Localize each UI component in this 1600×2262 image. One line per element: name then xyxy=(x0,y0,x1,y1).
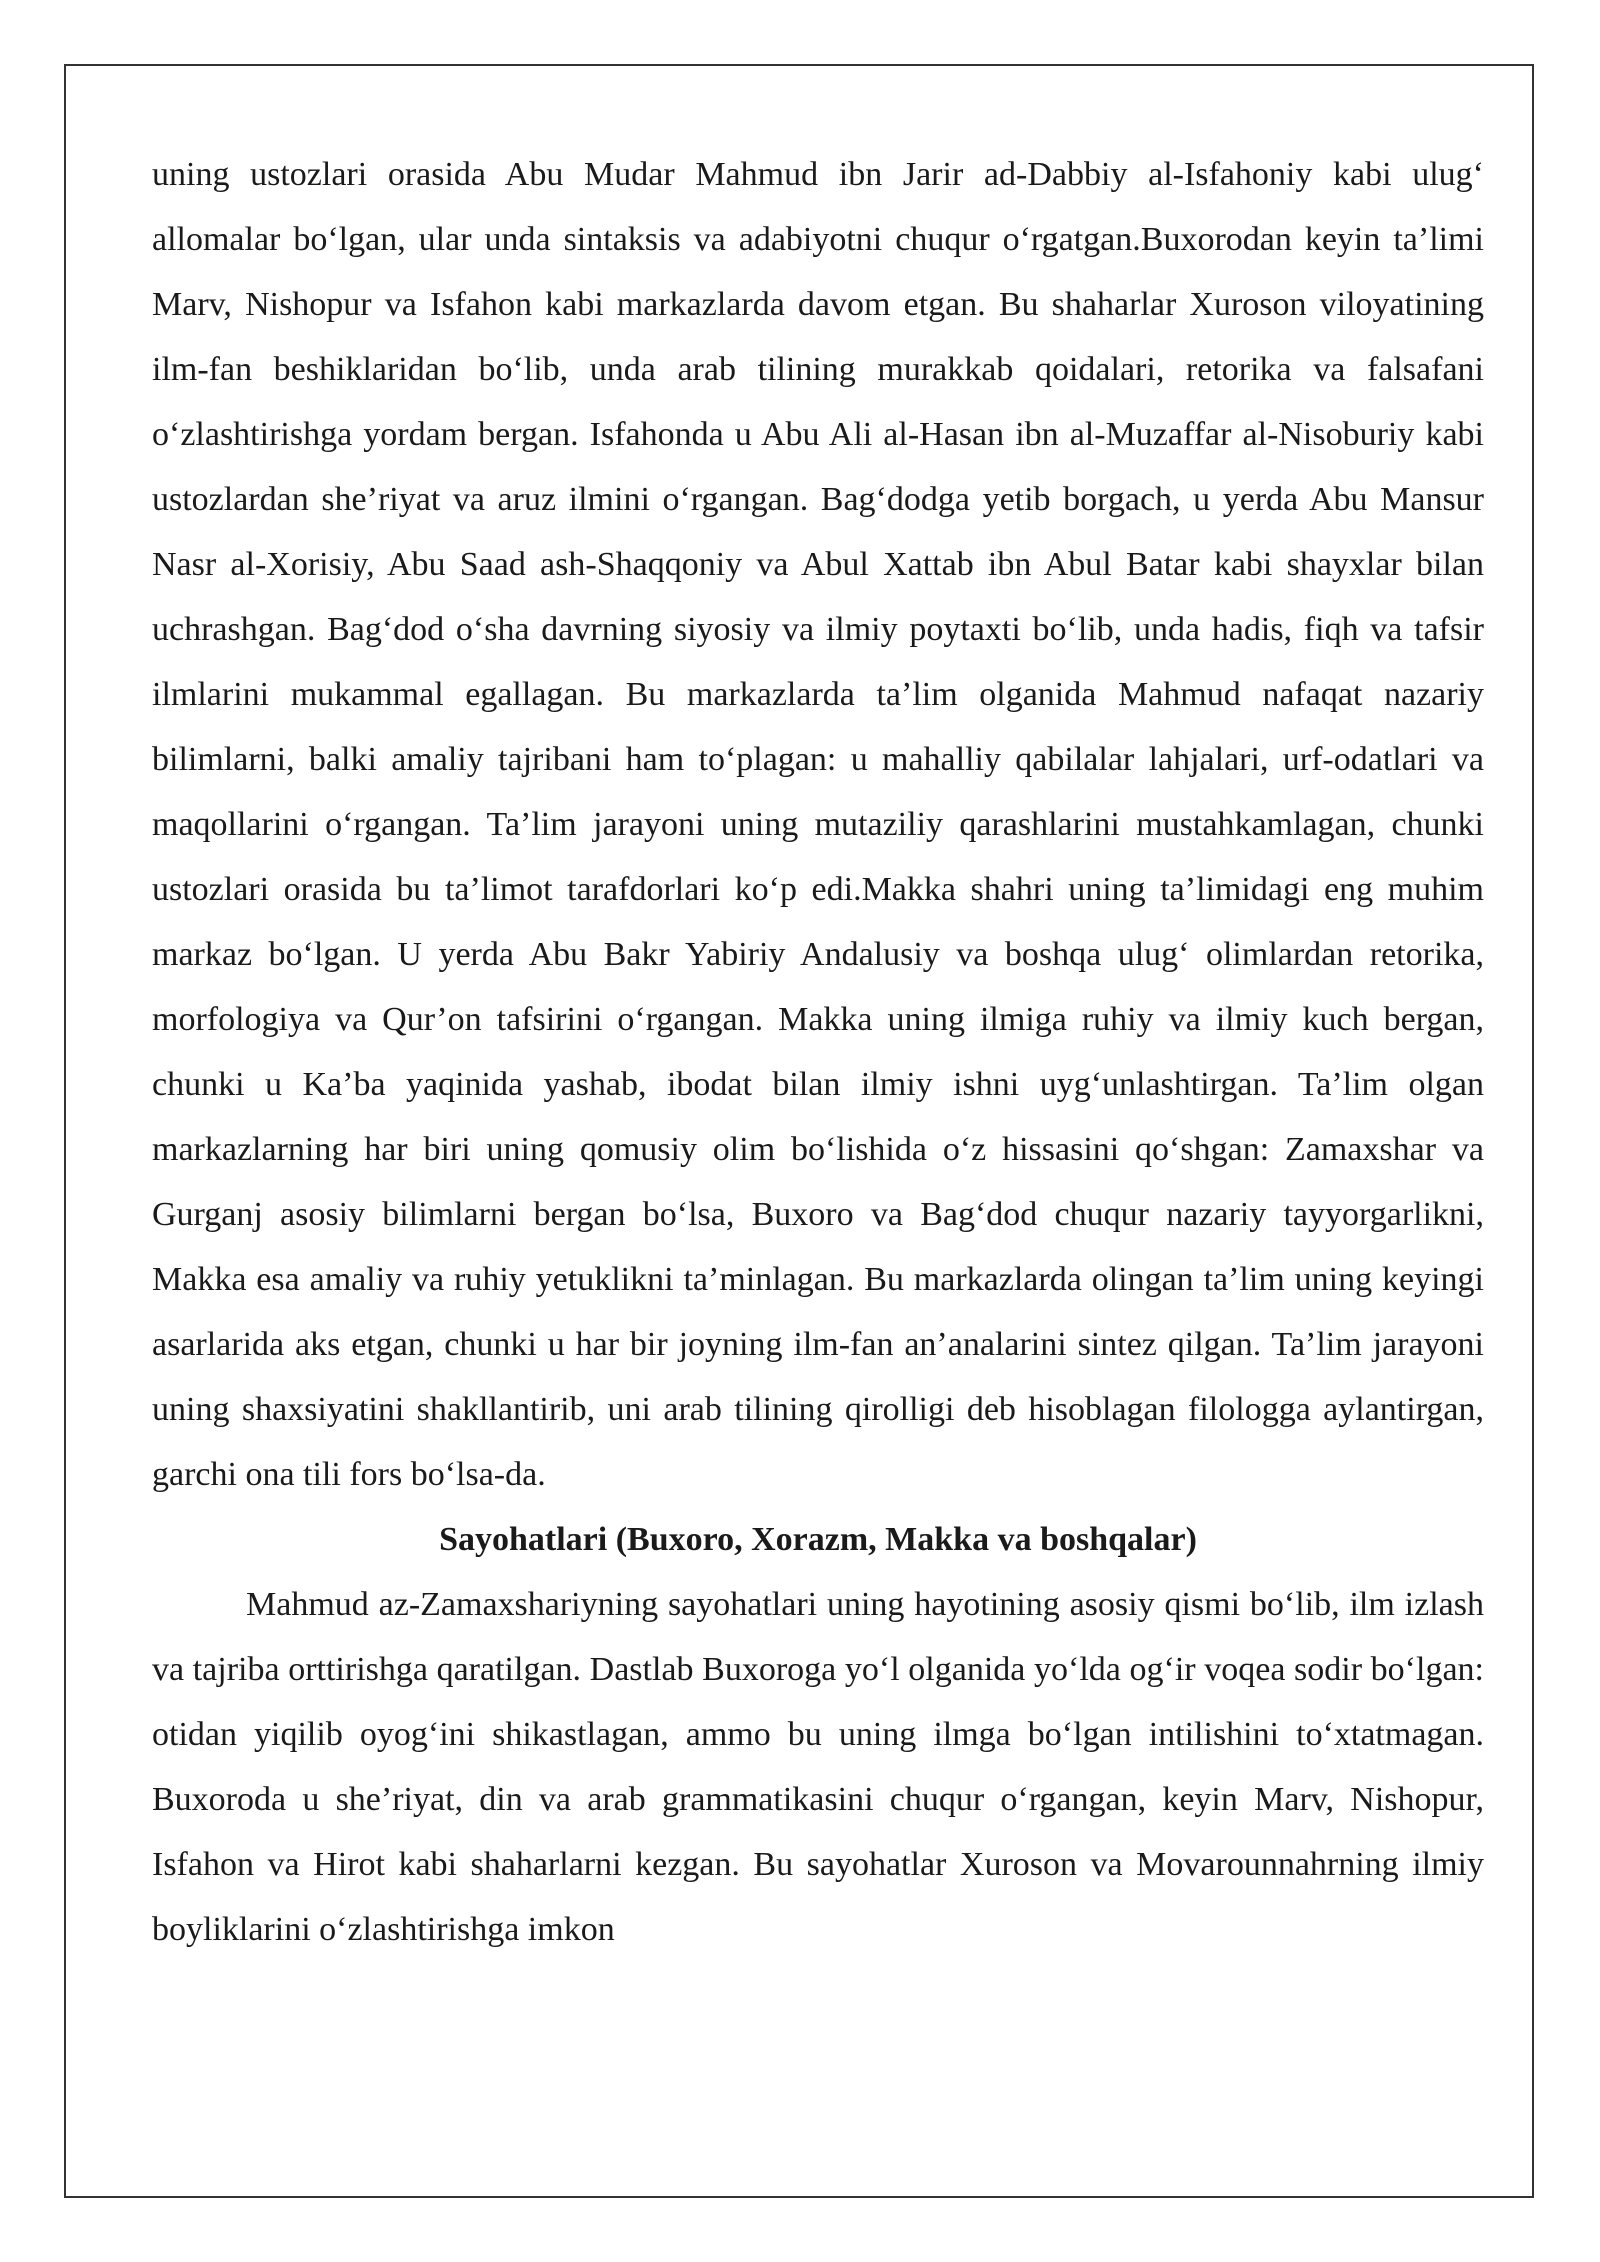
document-body xyxy=(152,142,1484,1962)
section-heading: Sayohatlari (Buxoro, Xorazm, Makka va boshqalar) xyxy=(439,1521,1197,1558)
body-paragraph: uning ustozlari orasida Abu Mudar Mahmud ibn Jarir ad-Dabbiy al-Isfahoniy kabi ulug‘ allomalar bo‘lgan, ular unda sintaksis va adabiyotni chuqur o‘rgatgan.Buxorodan keyin ta’limi Marv, Nishopur va Isfahon kabi markazlarda davom etgan. Bu shaharlar Xuroson viloyatining ilm-fan beshiklaridan bo‘lib, unda arab tilining murakkab qoidalari, retorika va falsafani o‘zlashtirishga yordam bergan. Isfahonda u Abu Ali al-Hasan ibn al-Muzaffar al-Nisoburiy kabi ustozlardan she’riyat va aruz ilmini o‘rgangan. Bag‘dodga yetib borgach, u yerda Abu Mansur Nasr al-Xorisiy, Abu Saad ash-Shaqqoniy va Abul Xattab ibn Abul Batar kabi shayxlar bilan uchrashgan. Bag‘dod o‘sha davrning siyosiy va ilmiy poytaxti bo‘lib, unda hadis, fiqh va tafsir ilmlarini mukammal egallagan. Bu markazlarda ta’lim olganida Mahmud nafaqat nazariy bilimlarni, balki amaliy tajribani ham to‘plagan: u mahalliy qabilalar lahjalari, urf-odatlari va maqollarini o‘rgangan. Ta’lim jarayoni uning mutaziliy qarashlarini mustahkamlagan, chunki ustozlari orasida bu ta’limot tarafdorlari ko‘p edi.Makka shahri uning ta’limidagi eng muhim markaz bo‘lgan. U yerda Abu Bakr Yabiriy Andalusiy va boshqa ulug‘ olimlardan retorika, morfologiya va Qur’on tafsirini o‘rgangan. Makka uning ilmiga ruhiy va ilmiy kuch bergan, chunki u Ka’ba yaqinida yashab, ibodat bilan ilmiy ishni uyg‘unlashtirgan. Ta’lim olgan markazlarning har biri uning qomusiy olim bo‘lishida o‘z hissasini qo‘shgan: Zamaxshar va Gurganj asosiy bilimlarni bergan bo‘lsa, Buxoro va Bag‘dod chuqur nazariy tayyorgarlikni, Makka esa amaliy va ruhiy yetuklikni ta’minlagan. Bu markazlarda olingan ta’lim uning keyingi asarlarida aks etgan, chunki u har bir joyning ilm-fan an’analarini sintez qilgan. Ta’lim jarayoni uning shaxsiyatini shakllantirib, uni arab tilining qirolligi deb hisoblagan filologga aylantirgan, garchi ona tili fors bo‘lsa-da. xyxy=(152,156,1484,1493)
body-paragraph: Mahmud az-Zamaxshariyning sayohatlari uning hayotining asosiy qismi bo‘lib, ilm izlash va tajriba orttirishga qaratilgan. Dastlab Buxoroga yo‘l olganida yo‘lda og‘ir voqea sodir bo‘lgan: otidan yiqilib oyog‘ini shikastlagan, ammo bu uning ilmga bo‘lgan intilishini to‘xtatmagan. Buxoroda u she’riyat, din va arab grammatikasini chuqur o‘rgangan, keyin Marv, Nishopur, Isfahon va Hirot kabi shaharlarni kezgan. Bu sayohatlar Xuroson va Movarounnahrning ilmiy boyliklarini o‘zlashtirishga imkon xyxy=(152,1586,1484,1948)
